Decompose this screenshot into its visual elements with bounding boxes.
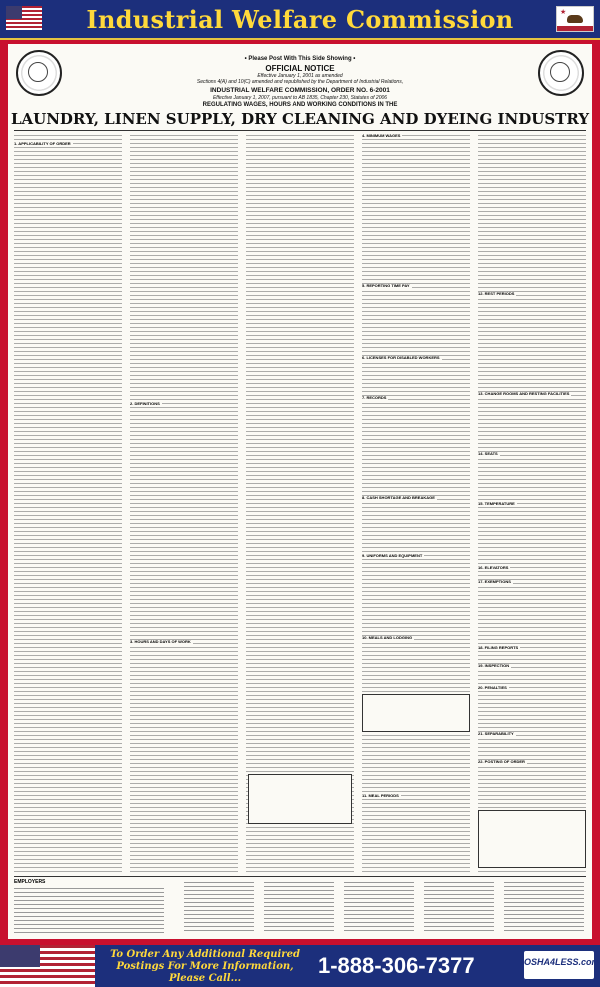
office-list — [344, 881, 414, 933]
posting-instruction: • Please Post With This Side Showing • — [244, 56, 356, 62]
section-heading: 10. MEALS AND LODGING — [362, 635, 413, 640]
meals-lodging-table — [362, 694, 470, 732]
footer-bar — [0, 945, 600, 987]
column-3 — [246, 134, 354, 874]
phone-number[interactable]: 1-888-306-7377 — [318, 953, 475, 978]
offices-section — [14, 876, 586, 937]
page-title: Industrial Welfare Commission — [86, 5, 514, 34]
section-heading: 11. MEAL PERIODS — [362, 793, 399, 798]
brand-logo[interactable]: OSHA4LESS.com — [524, 951, 594, 979]
industry-title: LAUNDRY, LINEN SUPPLY, DRY CLEANING AND DYEING INDUSTRY — [10, 110, 590, 128]
employer-box — [248, 774, 352, 824]
section-heading: 18. FILING REPORTS — [478, 645, 519, 650]
office-list — [264, 881, 334, 933]
section-heading: 14. SEATS — [478, 451, 498, 456]
section-heading: 17. EXEMPTIONS — [478, 579, 511, 584]
section-heading: 15. TEMPERATURE — [478, 501, 515, 506]
section-heading: 19. INSPECTION — [478, 663, 510, 668]
section-heading: 9. UNIFORMS AND EQUIPMENT — [362, 553, 423, 558]
office-list — [424, 881, 494, 933]
dir-seal-icon — [538, 50, 584, 96]
order-number: INDUSTRIAL WELFARE COMMISSION, ORDER NO. 6-2001 — [210, 87, 390, 94]
state-info-box — [478, 810, 586, 868]
state-seal-icon — [16, 50, 62, 96]
section-heading: 20. PENALTIES — [478, 685, 507, 690]
us-flag-icon — [0, 945, 95, 987]
california-flag-icon: ★ — [556, 6, 594, 32]
body-columns — [14, 134, 586, 874]
section-heading: 1. APPLICABILITY OF ORDER — [14, 141, 71, 146]
column-4 — [362, 134, 470, 874]
divider — [14, 130, 586, 131]
section-heading: 13. CHANGE ROOMS AND RESTING FACILITIES — [478, 391, 570, 396]
column-2 — [130, 134, 238, 874]
section-heading: 2. DEFINITIONS — [130, 401, 160, 406]
regulating-text: REGULATING WAGES, HOURS AND WORKING CONDITIONS IN THE — [202, 102, 398, 108]
section-heading: 7. RECORDS — [362, 395, 387, 400]
section-heading: 6. LICENSES FOR DISABLED WORKERS — [362, 355, 440, 360]
amendment-text: Effective January 1, 2007, pursuant to AB 1835, Chapter 230, Statutes of 2006 — [212, 95, 388, 101]
column-1 — [14, 134, 122, 874]
section-heading: 3. HOURS AND DAYS OF WORK — [130, 639, 191, 644]
section-heading: 16. ELEVATORS — [478, 565, 509, 570]
section-heading: 12. REST PERIODS — [478, 291, 515, 296]
header-bar — [0, 0, 600, 40]
section-heading: 4. MINIMUM WAGES — [362, 133, 401, 138]
column-5 — [478, 134, 586, 874]
offices-description — [14, 887, 164, 933]
offices-heading: EMPLOYERS — [14, 879, 46, 885]
section-heading: 21. SEPARABILITY — [478, 731, 514, 736]
office-list — [504, 881, 584, 933]
office-list — [184, 881, 254, 933]
effective-text: Effective January 1, 2001 as amended Sections 4(A) and 10(C) amended and republished by the Department of Industrial Relations, — [196, 73, 404, 85]
section-heading: 8. CASH SHORTAGE AND BREAKAGE — [362, 495, 435, 500]
notice-page — [8, 44, 592, 939]
section-heading: 22. POSTING OF ORDER — [478, 759, 525, 764]
order-text: To Order Any Additional Required Postings For More Information, Please Call... — [110, 949, 300, 984]
official-notice-heading: OFFICIAL NOTICE — [265, 64, 335, 73]
section-heading: 5. REPORTING TIME PAY — [362, 283, 410, 288]
